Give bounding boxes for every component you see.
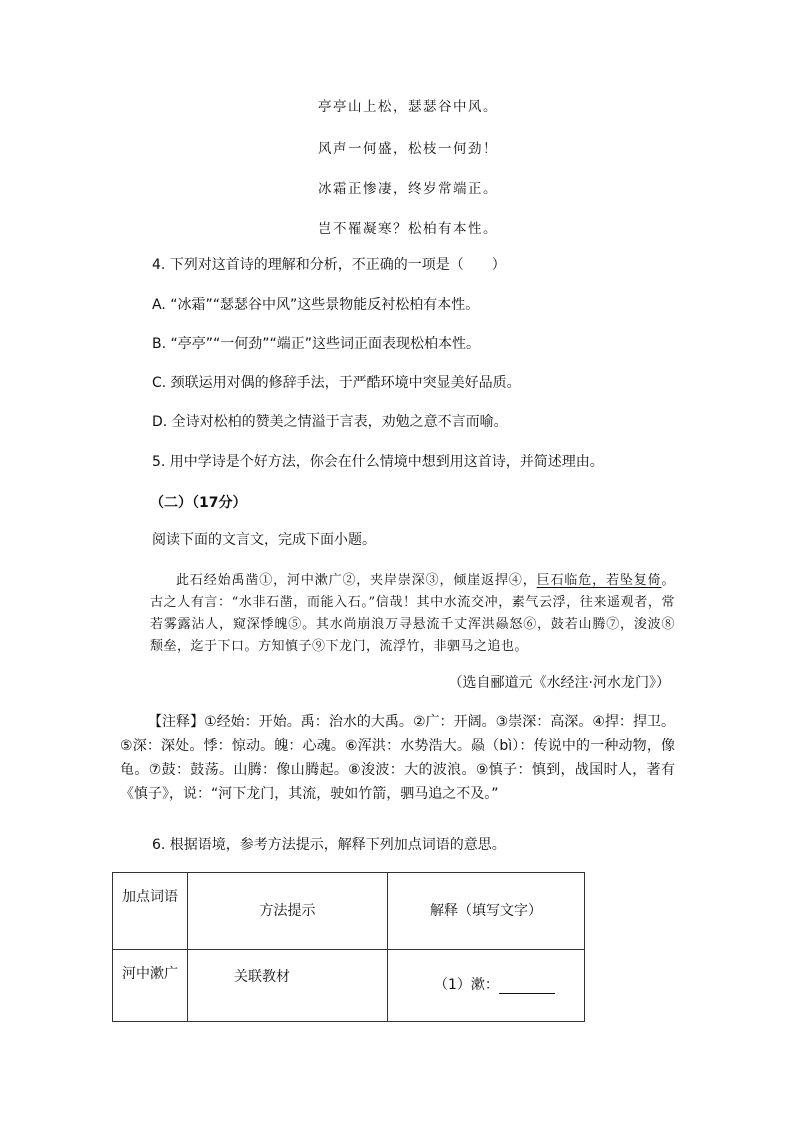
poem-line: 岂不罹凝寒？松柏有本性。 <box>318 221 498 237</box>
question-5: 5. 用中学诗是个好方法，你会在什么情境中想到用这首诗，并简述理由。 <box>152 454 604 470</box>
annotations: 【注释】①经始：开始。禹：治水的大禹。②广：开阔。③崇深：高深。④捍：捍卫。⑤深：深处。悸：惊动。魄：心魂。⑥浑洪：水势浩大。赑（bì）：传说中的一种动物，像龟。⑦鼓：鼓荡。山腾：像山腾起。⑧浚波：大的波浪。⑨慎子：慎到，战国时人，著有《慎子》，说：“河下龙门，其流，驶如竹箭，驷马追之不及。” <box>120 714 675 802</box>
answer-blank[interactable] <box>499 979 555 994</box>
answer-table <box>112 872 585 1022</box>
passage-source: （选自郦道元《水经注·河水龙门》） <box>448 675 670 691</box>
header-explanation: 解释（填写文字） <box>388 873 585 950</box>
passage-text: 。古之人有言：“水非石凿，而能入石。”信哉！其中水流交冲，素气云浮，往来遥观者，常若雾露沾人，窥深悸魄⑤。其水尚崩浪万寻悬流千丈浑洪赑怒⑥，鼓若山腾⑦，浚波⑧颓垒，迄于下口。方知慎子⑨下龙门，流浮竹，非驷马之追也。 <box>150 573 675 654</box>
row-method: 关联教材 <box>188 950 388 1022</box>
q4-option-b: B. “亭亭”“一何劲”“端正”这些词正面表现松柏本性。 <box>152 336 481 352</box>
question-6: 6. 根据语境，参考方法提示，解释下列加点词语的意思。 <box>152 837 506 853</box>
section-heading: （二）（17分） <box>150 495 247 511</box>
answer-label: （1）漱： <box>434 977 499 993</box>
q4-option-a: A. “冰霜”“瑟瑟谷中风”这些景物能反衬松柏有本性。 <box>152 297 480 313</box>
row-term: 河中漱广 <box>113 950 188 1022</box>
question-4-stem: 4. 下列对这首诗的理解和分析，不正确的一项是（ ） <box>152 257 506 273</box>
q4-option-d: D. 全诗对松柏的赞美之情溢于言表，劝勉之意不言而喻。 <box>152 414 508 430</box>
passage-text: 此石经始禹凿①，河中漱广②，夹岸崇深③，倾崖返捍④， <box>176 573 537 588</box>
underlined-sentence: 巨石临危，若坠复倚 <box>536 573 662 588</box>
header-term: 加点词语 <box>113 873 188 950</box>
table-header-row <box>113 873 585 950</box>
classical-passage <box>150 570 675 658</box>
q4-option-c: C. 颈联运用对偶的修辞手法，于严酷环境中突显美好品质。 <box>152 375 521 391</box>
row-answer <box>388 950 585 1022</box>
reading-instruction: 阅读下面的文言文，完成下面小题。 <box>152 532 376 548</box>
poem-line: 风声一何盛，松枝一何劲！ <box>318 141 498 157</box>
poem-line: 冰霜正惨凄，终岁常端正。 <box>318 181 498 197</box>
header-method: 方法提示 <box>188 873 388 950</box>
poem-line: 亭亭山上松，瑟瑟谷中风。 <box>318 99 498 115</box>
table-row <box>113 950 585 1022</box>
